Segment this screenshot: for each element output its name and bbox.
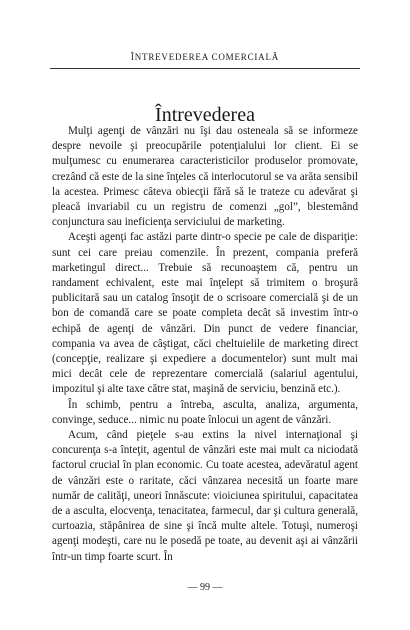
paragraph: În schimb, pentru a întreba, asculta, analiza, argumenta, convinge, seduce... nimic nu poate înlocui un agent de vânzări. bbox=[52, 398, 358, 426]
body-text bbox=[52, 124, 358, 565]
chapter-title: Întrevederea bbox=[155, 104, 255, 127]
paragraph: Acum, când pieţele s-au extins la nivel internaţional şi concurenţa s-a înteţit, agentul de vânzări este mai mult ca niciodată factorul crucial în plan economic. Cu toate acestea, adevăratul agent de vânzări este o raritate, căci vânzarea necesită un foarte mare număr de calităţi, uneori înnăscute: vioiciunea spiritului, capacitatea de a asculta, elocvenţa, tenacitatea, farmecul, dar şi cultura generală, curtoazia, stăpânirea de sine şi încă multe altele. Totuşi, numeroşi agenţi modeşti, care nu le posedă pe toate, au devenit aşi ai vânzării într-un timp foarte scurt. În bbox=[52, 429, 358, 563]
running-header: ÎNTREVEDEREA COMERCIALĂ bbox=[130, 52, 280, 62]
header-rule bbox=[50, 68, 360, 69]
paragraph: Mulţi agenţi de vânzări nu îşi dau osteneala să se informeze despre nevoile şi preocupările potenţialului lor client. Ei se mulţumesc cu enumerarea caracteristicilor produselor promovate, crezând că este de la sine înţeles că interlocutorul se va arăta sensibil la acestea. Primesc câteva obiecţii fără să le trateze cu adevărat şi pleacă invariabil cu un registru de comenzi „gol”, blestemând conjunctura sau ineficienţa serviciului de marketing. bbox=[52, 125, 358, 229]
paragraph: Aceşti agenţi fac astăzi parte dintr-o specie pe cale de dispariţie: sunt cei care preiau comenzile. În prezent, compania preferă marketingul direct... Trebuie să recunoaştem că, pentru un randament echivalent, este mai înţelept să trimitem o broşură publicitară sau un catalog însoţit de o scrisoare comercială şi de un bon de comandă care se poate completa decât să investim într-o echipă de agenţi de vânzări. Din punct de vedere financiar, compania va avea de câştigat, căci cheltuielile de marketing direct (concepţie, realizare şi expediere a documentelor) sunt mult mai mici decât cele de reprezentare comercială (salariul agentului, impozitul şi alte taxe către stat, maşină de serviciu, benzină etc.). bbox=[52, 231, 358, 396]
page-number: — 99 — bbox=[187, 582, 223, 593]
